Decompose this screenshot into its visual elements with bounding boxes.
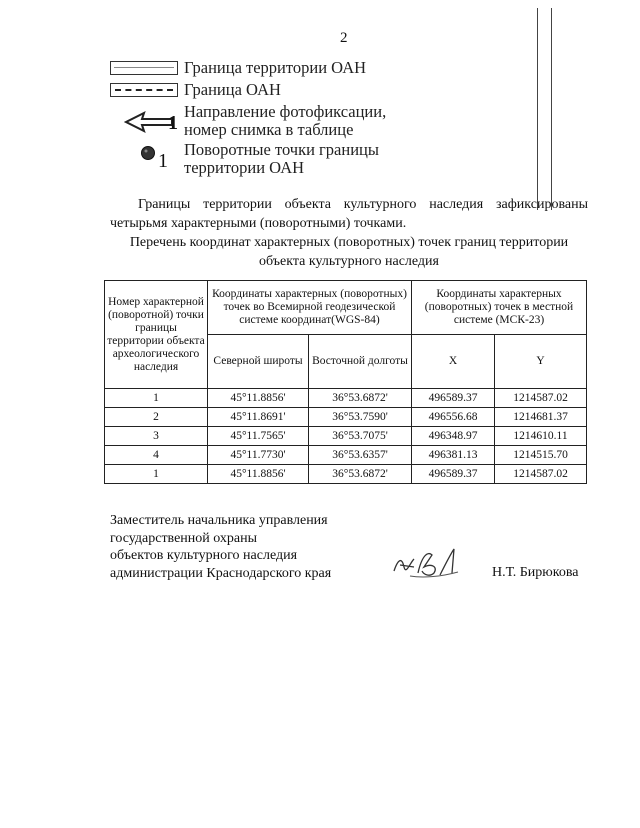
cell-number: 1 [105, 389, 208, 408]
header-latitude: Северной широты [208, 335, 309, 389]
signer-position-line: государственной охраны [110, 530, 258, 546]
legend-label: Граница ОАН [184, 80, 281, 99]
cell-x: 496589.37 [412, 389, 495, 408]
cell-longitude: 36°53.6872' [309, 465, 412, 484]
header-wgs84: Координаты характерных (поворотных) точек во Всемирной геодезической системе координат(WGS-84) [208, 281, 412, 335]
list-title-line: Перечень координат характерных (поворотных) точек границ территории [129, 235, 569, 250]
cell-x: 496556.68 [412, 408, 495, 427]
coordinates-table [104, 280, 587, 484]
cell-latitude: 45°11.7565' [208, 427, 309, 446]
cell-y: 1214587.02 [495, 465, 587, 484]
cell-number: 1 [105, 465, 208, 484]
cell-longitude: 36°53.7590' [309, 408, 412, 427]
legend-label: территории ОАН [184, 158, 305, 177]
signer-name: Н.Т. Бирюкова [492, 565, 579, 580]
cell-number: 3 [105, 427, 208, 446]
dashed-boundary-line-icon [110, 83, 178, 97]
list-title [110, 233, 588, 271]
cell-x: 496381.13 [412, 446, 495, 465]
paragraph-text: Границы территории объекта культурного наследия зафиксированы четырьмя характерными (поворотными) точками. [110, 197, 588, 231]
cell-x: 496589.37 [412, 465, 495, 484]
handwritten-signature [388, 545, 466, 579]
description-paragraph [110, 195, 588, 233]
cell-y: 1214610.11 [495, 427, 587, 446]
table-row [105, 408, 587, 427]
signer-position-line: администрации Краснодарского края [110, 565, 332, 581]
margin-line [537, 8, 538, 210]
legend-label: номер снимка в таблице [184, 120, 354, 139]
cell-y: 1214587.02 [495, 389, 587, 408]
header-point-number: Номер характерной (поворотной) точки границы территории объекта археологического наследия [105, 281, 208, 389]
page-number: 2 [340, 30, 348, 46]
legend-label: Поворотные точки границы [184, 140, 379, 159]
cell-y: 1214681.37 [495, 408, 587, 427]
table-row [105, 446, 587, 465]
cell-x: 496348.97 [412, 427, 495, 446]
signer-position-line: Заместитель начальника управления [110, 513, 328, 528]
cell-y: 1214515.70 [495, 446, 587, 465]
cell-latitude: 45°11.8856' [208, 389, 309, 408]
turning-point-dot-icon [140, 145, 156, 161]
legend-label: Граница территории ОАН [184, 58, 367, 77]
cell-longitude: 36°53.7075' [309, 427, 412, 446]
cell-longitude: 36°53.6357' [309, 446, 412, 465]
header-longitude: Восточной долготы [309, 335, 412, 389]
header-y: Y [495, 335, 587, 389]
cell-number: 2 [105, 408, 208, 427]
solid-boundary-line-icon [110, 61, 178, 75]
signer-position-line: объектов культурного наследия [110, 548, 298, 563]
margin-line [551, 8, 552, 210]
table-row [105, 427, 587, 446]
cell-latitude: 45°11.8856' [208, 465, 309, 484]
legend-number: 1 [158, 150, 168, 172]
legend-label: Направление фотофиксации, [184, 102, 387, 121]
table-row [105, 465, 587, 484]
list-title-line: объекта культурного наследия [259, 254, 439, 269]
cell-latitude: 45°11.7730' [208, 446, 309, 465]
legend-number: 1 [168, 112, 178, 134]
header-x: X [412, 335, 495, 389]
cell-latitude: 45°11.8691' [208, 408, 309, 427]
header-msk23: Координаты характерных (поворотных) точек в местной системе (МСК-23) [412, 281, 587, 335]
signature-block [110, 512, 331, 582]
cell-number: 4 [105, 446, 208, 465]
cell-longitude: 36°53.6872' [309, 389, 412, 408]
table-row [105, 389, 587, 408]
